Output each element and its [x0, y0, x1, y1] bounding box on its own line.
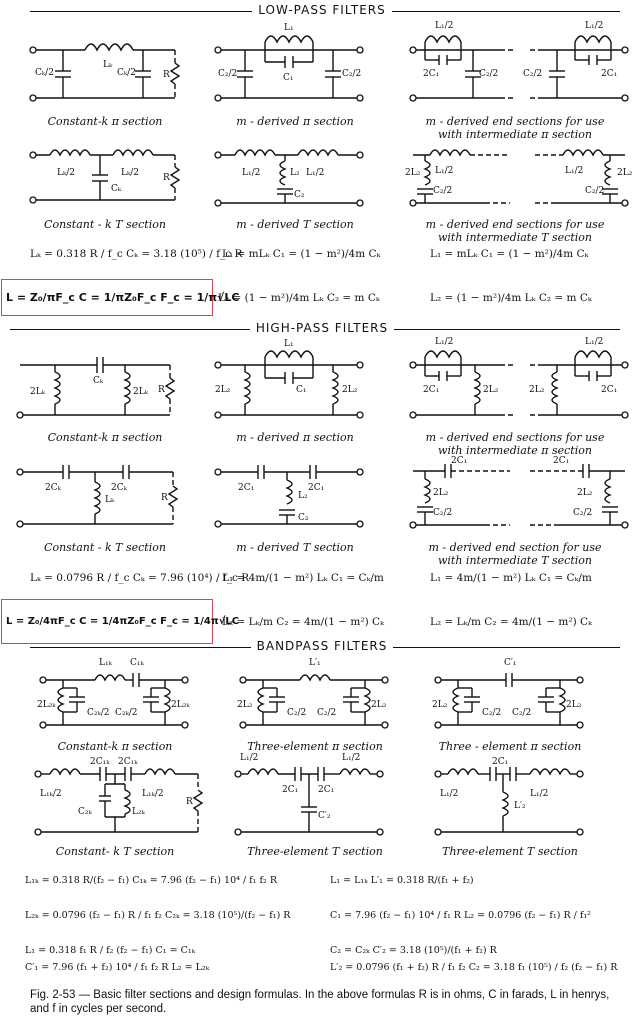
svg-text:2Lₖ: 2Lₖ — [30, 387, 45, 397]
svg-text:C₂/2: C₂/2 — [585, 186, 605, 196]
lowpass-title: LOW-PASS FILTERS — [252, 3, 391, 17]
lowpass-m-derived-pi-schematic — [210, 20, 370, 110]
svg-text:Cₖ: Cₖ — [111, 184, 122, 194]
bandpass-title: BANDPASS FILTERS — [251, 639, 394, 653]
svg-text:2C₁: 2C₁ — [553, 456, 570, 466]
bandpass-formula-3: L₁ = L₁ₖ L′₁ = 0.318 R/(f₁ + f₂) — [330, 875, 474, 886]
svg-text:C₂ₖ/2: C₂ₖ/2 — [87, 708, 110, 718]
lowpass-formula-k: Lₖ = 0.318 R / f_c Cₖ = 3.18 (10⁵) / f_c R — [30, 248, 243, 260]
svg-text:R: R — [163, 173, 170, 183]
svg-text:L₁ₖ: L₁ₖ — [99, 658, 112, 668]
svg-text:L₁/2: L₁/2 — [342, 753, 361, 763]
svg-text:2C₁ₖ: 2C₁ₖ — [118, 757, 138, 767]
lowpass-m-derived-end-pi-schematic — [405, 20, 635, 110]
bandpass-cap-pi-k: Constant-k π section — [57, 740, 173, 753]
highpass-cap-t-end: m - derived end section for use with intermediate T section — [428, 541, 602, 567]
svg-text:C₁ₖ: C₁ₖ — [130, 658, 144, 668]
highpass-m-derived-pi-schematic — [210, 340, 370, 425]
svg-text:2L₂: 2L₂ — [215, 385, 231, 395]
svg-text:Cₖ: Cₖ — [93, 376, 104, 386]
bandpass-formula-2: L₂ₖ = 0.0796 (f₂ − f₁) R / f₁ f₂ C₂ₖ = 3.18 (10⁵)/(f₂ − f₁) R — [25, 910, 291, 921]
bandpass-formula-4: C₁ = 7.96 (f₂ − f₁) 10⁴ / f₁ R L₂ = 0.0796 (f₂ − f₁) R / f₁² — [330, 910, 591, 921]
bandpass-cap-t-k: Constant- k T section — [55, 845, 175, 858]
bandpass-formula-7: C′₁ = 7.96 (f₁ + f₂) 10⁴ / f₁ f₂ R L₂ = L₂ₖ — [25, 962, 210, 973]
svg-text:C₂: C₂ — [298, 513, 309, 523]
svg-text:2Cₖ: 2Cₖ — [111, 483, 127, 493]
highpass-formula-box: L = Z₀/4πF_c C = 1/4πZ₀F_c F_c = 1/4π√LC — [1, 599, 213, 644]
svg-text:L₁ₖ/2: L₁ₖ/2 — [142, 789, 164, 799]
svg-text:L₁/2: L₁/2 — [240, 753, 259, 763]
svg-text:R: R — [186, 797, 193, 807]
svg-text:Cₖ/2: Cₖ/2 — [35, 68, 54, 78]
highpass-formula-m: L₁ = 4m/(1 − m²) Lₖ C₁ = Cₖ/m — [222, 572, 384, 584]
bandpass-three-element-t-b-schematic — [430, 757, 590, 842]
lowpass-cap-t-m: m - derived T section — [236, 218, 354, 231]
svg-text:2Lₖ: 2Lₖ — [133, 387, 148, 397]
svg-text:2C₁: 2C₁ — [423, 69, 440, 79]
svg-text:2L₂: 2L₂ — [405, 168, 421, 178]
highpass-formula-m2: L₂ = Lₖ/m C₂ = 4m/(1 − m²) Cₖ — [222, 616, 384, 628]
svg-text:C₂/2: C₂/2 — [433, 508, 453, 518]
lowpass-formula-end-1: L₁ = mLₖ C₁ = (1 − m²)/4m Cₖ — [430, 248, 589, 260]
svg-text:2L₂: 2L₂ — [617, 168, 633, 178]
highpass-header — [0, 318, 644, 338]
svg-text:R: R — [158, 385, 165, 395]
svg-text:2L₂: 2L₂ — [566, 700, 582, 710]
svg-text:R: R — [163, 70, 170, 80]
svg-text:2L₂: 2L₂ — [577, 488, 593, 498]
svg-text:C₂: C₂ — [294, 190, 305, 200]
svg-text:Lₖ: Lₖ — [103, 60, 113, 70]
lowpass-cap-t-end: m - derived end sections for use with intermediate T section — [425, 218, 605, 244]
svg-text:C₂/2: C₂/2 — [342, 69, 362, 79]
svg-text:2C₁: 2C₁ — [282, 785, 299, 795]
svg-text:2L₂: 2L₂ — [237, 700, 253, 710]
svg-text:2L₂: 2L₂ — [433, 488, 449, 498]
svg-text:L₁/2: L₁/2 — [565, 166, 584, 176]
svg-text:L₂: L₂ — [298, 491, 308, 501]
lowpass-cap-t-k: Constant - k T section — [44, 218, 166, 231]
highpass-constant-k-pi-schematic — [15, 350, 185, 425]
highpass-formula-k: Lₖ = 0.0796 R / f_c Cₖ = 7.96 (10⁴) / f_c R — [30, 572, 250, 584]
svg-text:C₂/2: C₂/2 — [512, 708, 532, 718]
highpass-cap-pi-k: Constant-k π section — [47, 431, 163, 444]
svg-text:C₂/2: C₂/2 — [523, 69, 543, 79]
lowpass-constant-k-t-schematic — [25, 145, 185, 210]
svg-text:Cₖ/2: Cₖ/2 — [117, 68, 136, 78]
highpass-formula-end-1: L₁ = 4m/(1 − m²) Lₖ C₁ = Cₖ/m — [430, 572, 592, 584]
highpass-formula-end-2: L₂ = Lₖ/m C₂ = 4m/(1 − m²) Cₖ — [430, 616, 592, 628]
bandpass-constant-k-t-schematic — [30, 757, 210, 842]
lowpass-constant-k-pi-schematic — [25, 35, 185, 110]
svg-text:C₂/2: C₂/2 — [218, 69, 238, 79]
lowpass-header — [0, 0, 644, 20]
svg-text:2C₁ₖ: 2C₁ₖ — [90, 757, 110, 767]
svg-text:L′₂: L′₂ — [514, 801, 526, 811]
svg-text:L₁: L₁ — [284, 339, 294, 349]
bandpass-formula-1: L₁ₖ = 0.318 R/(f₂ − f₁) C₁ₖ = 7.96 (f₂ − f₁) 10⁴ / f₁ f₂ R — [25, 875, 278, 886]
svg-text:2C₁: 2C₁ — [318, 785, 335, 795]
highpass-cap-t-m: m - derived T section — [236, 541, 354, 554]
highpass-m-derived-end-pi-schematic — [405, 337, 635, 425]
svg-text:2C₁: 2C₁ — [308, 483, 325, 493]
svg-text:C₂/2: C₂/2 — [287, 708, 307, 718]
bandpass-formula-5: C₂ = C₂ₖ C′₂ = 3.18 (10⁵)/(f₁ + f₂) R — [330, 945, 497, 956]
svg-text:C′₂: C′₂ — [318, 811, 331, 821]
svg-text:2L₂: 2L₂ — [342, 385, 358, 395]
svg-text:2C₁: 2C₁ — [601, 385, 618, 395]
figure-caption: Fig. 2-53 — Basic filter sections and design formulas. In the above formulas R is in ohms, C in farads, L in henrys, and f in cycles per second. — [30, 989, 610, 1015]
svg-text:C₂/2: C₂/2 — [317, 708, 337, 718]
svg-text:C′₁: C′₁ — [504, 658, 517, 668]
svg-text:2L₂ₖ: 2L₂ₖ — [171, 700, 190, 710]
bandpass-cap-pi-3b: Three - element π section — [438, 740, 582, 753]
highpass-cap-pi-m: m - derived π section — [236, 431, 354, 444]
bandpass-formula-6: L₁ = 0.318 f₁ R / f₂ (f₂ − f₁) C₁ = C₁ₖ — [25, 945, 196, 956]
svg-text:L₂: L₂ — [290, 168, 300, 178]
svg-text:Lₖ/2: Lₖ/2 — [121, 168, 140, 178]
svg-text:R: R — [161, 493, 168, 503]
lowpass-cap-pi-end: m - derived end sections for use with intermediate π section — [425, 115, 605, 141]
svg-text:L₁/2: L₁/2 — [435, 21, 454, 31]
lowpass-formula-m2: L₂ = (1 − m²)/4m Lₖ C₂ = m Cₖ — [218, 292, 380, 304]
bandpass-three-element-t-a-schematic — [230, 753, 390, 842]
svg-text:C₁: C₁ — [296, 385, 307, 395]
svg-text:L₁/2: L₁/2 — [585, 21, 604, 31]
bandpass-three-element-pi-b-schematic — [430, 655, 590, 735]
bandpass-formula-8: L′₂ = 0.0796 (f₁ + f₂) R / f₁ f₂ C₂ = 3.18 f₁ (10⁵) / f₂ (f₂ − f₁) R — [330, 962, 618, 973]
svg-text:L₁/2: L₁/2 — [585, 337, 604, 347]
svg-text:2L₂: 2L₂ — [371, 700, 387, 710]
svg-text:2C₁: 2C₁ — [492, 757, 509, 767]
svg-text:L₁/2: L₁/2 — [530, 789, 549, 799]
svg-text:L₁/2: L₁/2 — [440, 789, 459, 799]
svg-text:L′₁: L′₁ — [309, 658, 321, 668]
highpass-cap-t-k: Constant - k T section — [44, 541, 166, 554]
bandpass-cap-pi-3a: Three-element π section — [247, 740, 383, 753]
svg-text:2L₂ₖ: 2L₂ₖ — [37, 700, 56, 710]
svg-text:C₂/2: C₂/2 — [482, 708, 502, 718]
highpass-title: HIGH-PASS FILTERS — [250, 321, 394, 335]
svg-text:L₁/2: L₁/2 — [306, 168, 325, 178]
svg-text:L₁/2: L₁/2 — [242, 168, 261, 178]
lowpass-cap-pi-m: m - derived π section — [236, 115, 354, 128]
svg-text:L₁/2: L₁/2 — [435, 166, 454, 176]
lowpass-m-derived-t-schematic — [210, 145, 370, 210]
svg-text:C₂/2: C₂/2 — [573, 508, 593, 518]
svg-text:2C₁: 2C₁ — [423, 385, 440, 395]
highpass-m-derived-end-t-schematic — [405, 455, 635, 535]
lowpass-m-derived-end-t-schematic — [405, 145, 635, 210]
lowpass-formula-end-2: L₂ = (1 − m²)/4m Lₖ C₂ = m Cₖ — [430, 292, 592, 304]
svg-text:L₁ₖ/2: L₁ₖ/2 — [40, 789, 62, 799]
highpass-cap-pi-end: m - derived end sections for use with intermediate π section — [425, 431, 605, 457]
svg-text:2L₂: 2L₂ — [483, 385, 499, 395]
svg-text:L₁: L₁ — [284, 23, 294, 33]
highpass-m-derived-t-schematic — [210, 462, 370, 532]
bandpass-cap-t-3b: Three-element T section — [442, 845, 578, 858]
svg-text:L₂ₖ: L₂ₖ — [132, 807, 145, 817]
svg-text:2L₂: 2L₂ — [432, 700, 448, 710]
svg-text:C₂/2: C₂/2 — [433, 186, 453, 196]
svg-text:2L₂: 2L₂ — [529, 385, 545, 395]
svg-text:2C₁: 2C₁ — [601, 69, 618, 79]
bandpass-three-element-pi-a-schematic — [235, 655, 395, 735]
svg-text:Lₖ: Lₖ — [105, 495, 115, 505]
lowpass-formula-m: L₁ = mLₖ C₁ = (1 − m²)/4m Cₖ — [222, 248, 381, 260]
svg-text:C₂/2: C₂/2 — [479, 69, 499, 79]
bandpass-constant-k-pi-schematic — [35, 655, 195, 735]
svg-text:C₁: C₁ — [283, 73, 294, 83]
bandpass-cap-t-3a: Three-element T section — [247, 845, 383, 858]
lowpass-formula-box: L = Z₀/πF_c C = 1/πZ₀F_c F_c = 1/π√LC — [1, 279, 213, 316]
svg-text:Lₖ/2: Lₖ/2 — [57, 168, 76, 178]
lowpass-cap-pi-k: Constant-k π section — [47, 115, 163, 128]
svg-text:C₂ₖ: C₂ₖ — [78, 807, 92, 817]
svg-text:L₁/2: L₁/2 — [435, 337, 454, 347]
svg-text:C₂ₖ/2: C₂ₖ/2 — [115, 708, 138, 718]
svg-text:2C₁: 2C₁ — [238, 483, 255, 493]
highpass-constant-k-t-schematic — [15, 462, 185, 532]
svg-text:2Cₖ: 2Cₖ — [45, 483, 61, 493]
svg-text:2C₁: 2C₁ — [451, 456, 468, 466]
